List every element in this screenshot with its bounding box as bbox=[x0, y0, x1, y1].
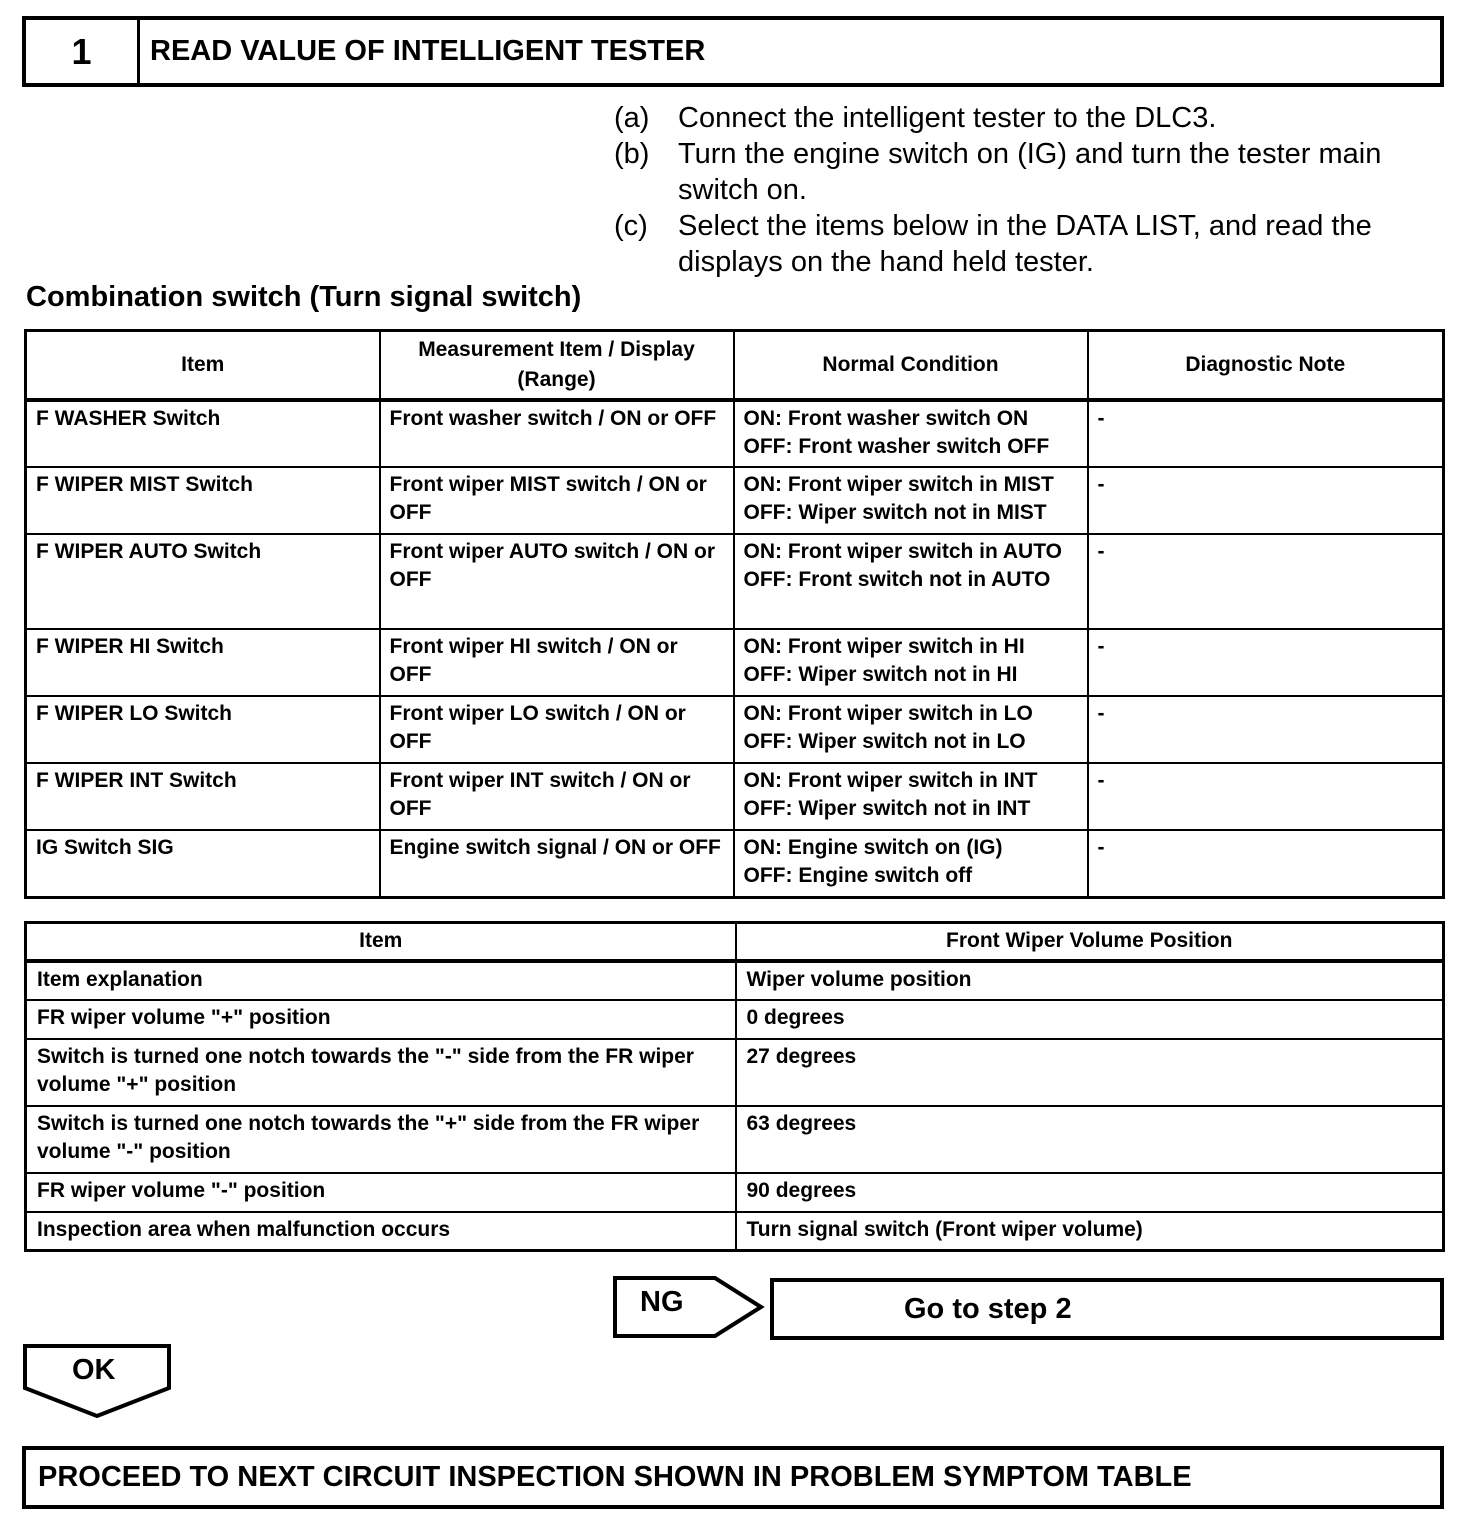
cell-measurement: Front wiper MIST switch / ON or OFF bbox=[380, 467, 734, 534]
cell-value: Wiper volume position bbox=[736, 961, 1444, 1000]
normal-off: OFF: Wiper switch not in INT bbox=[743, 797, 1031, 820]
data-list-table bbox=[24, 329, 1445, 899]
cell-normal-condition bbox=[734, 629, 1088, 696]
table-row bbox=[26, 1000, 1444, 1039]
table-row bbox=[26, 1039, 1444, 1106]
cell-value: Turn signal switch (Front wiper volume) bbox=[736, 1212, 1444, 1251]
instruction-text: Select the items below in the DATA LIST, and read the displays on the hand held tester. bbox=[678, 210, 1372, 278]
instruction-item bbox=[614, 208, 1444, 280]
cell-note: - bbox=[1088, 534, 1444, 629]
cell-measurement: Front wiper HI switch / ON or OFF bbox=[380, 629, 734, 696]
cell-measurement: Front washer switch / ON or OFF bbox=[380, 400, 734, 467]
normal-off: OFF: Wiper switch not in HI bbox=[743, 663, 1018, 686]
cell-normal-condition bbox=[734, 696, 1088, 763]
cell-normal-condition bbox=[734, 400, 1088, 467]
column-header-diagnostic-note: Diagnostic Note bbox=[1088, 331, 1444, 401]
cell-item: Switch is turned one notch towards the "+" side from the FR wiper volume "-" position bbox=[26, 1106, 736, 1173]
ok-label: OK bbox=[72, 1354, 116, 1386]
table-header-row bbox=[26, 923, 1444, 961]
cell-value: 0 degrees bbox=[736, 1000, 1444, 1039]
table-row bbox=[26, 1212, 1444, 1251]
cell-item: Switch is turned one notch towards the "-" side from the FR wiper volume "+" position bbox=[26, 1039, 736, 1106]
cell-normal-condition bbox=[734, 830, 1088, 897]
cell-item: FR wiper volume "-" position bbox=[26, 1173, 736, 1212]
instruction-letter: (b) bbox=[614, 138, 650, 170]
table-row bbox=[26, 534, 1444, 629]
cell-normal-condition bbox=[734, 467, 1088, 534]
cell-note: - bbox=[1088, 830, 1444, 897]
normal-off: OFF: Front washer switch OFF bbox=[743, 435, 1050, 458]
normal-on: ON: Front washer switch ON bbox=[743, 407, 1029, 430]
cell-note: - bbox=[1088, 763, 1444, 830]
cell-value: 27 degrees bbox=[736, 1039, 1444, 1106]
column-header-item: Item bbox=[26, 923, 736, 961]
normal-on: ON: Front wiper switch in INT bbox=[743, 769, 1038, 792]
cell-measurement: Front wiper AUTO switch / ON or OFF bbox=[380, 534, 734, 629]
normal-on: ON: Front wiper switch in LO bbox=[743, 702, 1033, 725]
table-row bbox=[26, 696, 1444, 763]
cell-note: - bbox=[1088, 629, 1444, 696]
cell-item: F WIPER MIST Switch bbox=[26, 467, 380, 534]
cell-item: F WIPER HI Switch bbox=[26, 629, 380, 696]
step-header bbox=[22, 16, 1444, 87]
table-row bbox=[26, 1173, 1444, 1212]
section-title: Combination switch (Turn signal switch) bbox=[26, 281, 582, 313]
step-title: READ VALUE OF INTELLIGENT TESTER bbox=[150, 35, 706, 67]
cell-item: F WIPER INT Switch bbox=[26, 763, 380, 830]
normal-on: ON: Front wiper switch in AUTO bbox=[743, 540, 1063, 563]
instruction-letter: (c) bbox=[614, 210, 648, 242]
table-row bbox=[26, 763, 1444, 830]
cell-note: - bbox=[1088, 400, 1444, 467]
step-number: 1 bbox=[26, 20, 140, 83]
cell-normal-condition bbox=[734, 534, 1088, 629]
table-row bbox=[26, 961, 1444, 1000]
cell-item: IG Switch SIG bbox=[26, 830, 380, 897]
normal-off: OFF: Engine switch off bbox=[743, 864, 973, 887]
table-row bbox=[26, 629, 1444, 696]
cell-measurement: Front wiper INT switch / ON or OFF bbox=[380, 763, 734, 830]
cell-measurement: Front wiper LO switch / ON or OFF bbox=[380, 696, 734, 763]
ng-arrow-icon bbox=[613, 1276, 765, 1338]
table-row bbox=[26, 467, 1444, 534]
normal-off: OFF: Wiper switch not in LO bbox=[743, 730, 1026, 753]
column-header-measurement: Measurement Item / Display (Range) bbox=[380, 331, 734, 401]
cell-normal-condition bbox=[734, 763, 1088, 830]
proceed-box[interactable] bbox=[22, 1446, 1444, 1509]
instruction-item bbox=[614, 136, 1444, 208]
table-header-row bbox=[26, 331, 1444, 401]
ng-label: NG bbox=[640, 1286, 684, 1318]
column-header-normal-condition: Normal Condition bbox=[734, 331, 1088, 401]
instruction-list bbox=[614, 100, 1444, 280]
instruction-text: Connect the intelligent tester to the DLC3. bbox=[678, 102, 1217, 134]
normal-on: ON: Front wiper switch in HI bbox=[743, 635, 1025, 658]
cell-item: F WASHER Switch bbox=[26, 400, 380, 467]
cell-item: F WIPER AUTO Switch bbox=[26, 534, 380, 629]
cell-item: FR wiper volume "+" position bbox=[26, 1000, 736, 1039]
cell-item: Item explanation bbox=[26, 961, 736, 1000]
table-row bbox=[26, 830, 1444, 897]
cell-measurement: Engine switch signal / ON or OFF bbox=[380, 830, 734, 897]
goto-step-label: Go to step 2 bbox=[904, 1292, 1072, 1325]
cell-value: 90 degrees bbox=[736, 1173, 1444, 1212]
normal-on: ON: Engine switch on (IG) bbox=[743, 836, 1003, 859]
normal-on: ON: Front wiper switch in MIST bbox=[743, 473, 1054, 496]
column-header-wiper-volume-position: Front Wiper Volume Position bbox=[736, 923, 1444, 961]
column-header-item: Item bbox=[26, 331, 380, 401]
normal-off: OFF: Wiper switch not in MIST bbox=[743, 501, 1047, 524]
instruction-item bbox=[614, 100, 1444, 136]
proceed-label: PROCEED TO NEXT CIRCUIT INSPECTION SHOWN IN PROBLEM SYMPTOM TABLE bbox=[38, 1461, 1192, 1493]
cell-note: - bbox=[1088, 696, 1444, 763]
cell-value: 63 degrees bbox=[736, 1106, 1444, 1173]
cell-item: F WIPER LO Switch bbox=[26, 696, 380, 763]
table-row bbox=[26, 1106, 1444, 1173]
goto-step-2-box[interactable] bbox=[770, 1278, 1444, 1340]
cell-item: Inspection area when malfunction occurs bbox=[26, 1212, 736, 1251]
instruction-letter: (a) bbox=[614, 102, 650, 134]
table-row bbox=[26, 400, 1444, 467]
normal-off: OFF: Front switch not in AUTO bbox=[743, 568, 1051, 591]
instruction-text: Turn the engine switch on (IG) and turn the tester main switch on. bbox=[678, 138, 1382, 206]
wiper-volume-table bbox=[24, 921, 1445, 1252]
cell-note: - bbox=[1088, 467, 1444, 534]
